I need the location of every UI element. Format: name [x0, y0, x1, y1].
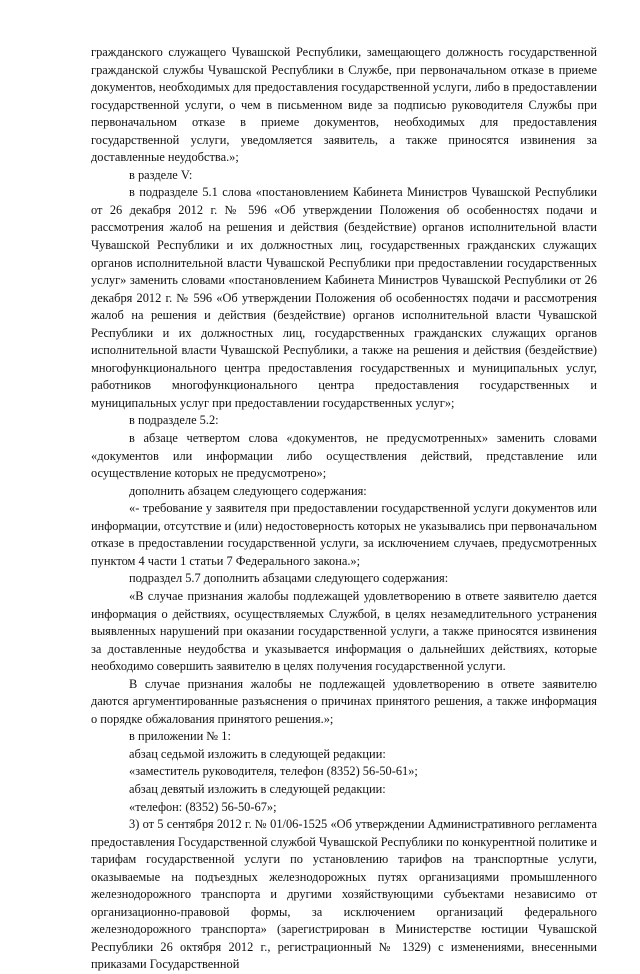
paragraph-14: абзац девятый изложить в следующей редакции:	[129, 781, 386, 796]
paragraph-8: подраздел 5.7 дополнить абзацами следующего содержания:	[129, 571, 449, 586]
paragraph-13: «заместитель руководителя, телефон (8352) 56-50-61»;	[129, 764, 418, 779]
paragraph-12: абзац седьмой изложить в следующей редакции:	[129, 746, 386, 761]
paragraph-7: «- требование у заявителя при предоставлении государственной услуги документов или информации, отсутствие и (или) недостоверность которых не указывались при первоначальном отказе в предоставлении государственной услуги, за исключением случаев, предусмотренных пунктом 4 части 1 статьи 7 Федерального закона.»;	[91, 501, 597, 568]
document-page	[91, 44, 597, 974]
paragraph-15: «телефон: (8352) 56-50-67»;	[129, 799, 277, 814]
paragraph-1: гражданского служащего Чувашской Республики, замещающего должность государственной гражданской службы Чувашской Республики в Службе, при первоначальном отказе в приеме документов, необходимых для предоставления государственной услуги, либо в предоставлении государственной услуги, о чем в письменном виде за подписью руководителя Службы при первоначальном отказе в приеме документов, необходимых для предоставления государственной услуги, уведомляется заявитель, а также приносятся извинения за доставленные неудобства.»;	[91, 45, 597, 165]
paragraph-2: в разделе V:	[129, 167, 193, 182]
paragraph-11: в приложении № 1:	[129, 729, 231, 744]
paragraph-5: в абзаце четвертом слова «документов, не предусмотренных» заменить словами «документов или информации либо осуществления действий, представление или осуществление которых не предусмотрено»;	[91, 431, 597, 481]
paragraph-9: «В случае признания жалобы подлежащей удовлетворению в ответе заявителю дается информация о действиях, осуществляемых Службой, в целях незамедлительного устранения выявленных нарушений при оказании государственной услуги, а также приносятся извинения за доставленные неудобства и указывается информация о дальнейших действиях, которые необходимо совершить заявителю в целях получения государственной услуги.	[91, 588, 597, 674]
paragraph-4: в подразделе 5.2:	[129, 413, 219, 428]
paragraph-6: дополнить абзацем следующего содержания:	[129, 483, 367, 498]
paragraph-3: в подразделе 5.1 слова «постановлением Кабинета Министров Чувашской Республики от 26 декабря 2012 г. № 596 «Об утверждении Положения об особенностях подачи и рассмотрения жалоб на решения и действия (бездействие) органов исполнительной власти Чувашской Республики и их должностных лиц, государственных гражданских служащих органов исполнительной власти Чувашской Республики при предоставлении государственных услуг» заменить словами «постановлением Кабинета Министров Чувашской Республики от 26 декабря 2012 г. № 596 «Об утверждении Положения об особенностях подачи и рассмотрения жалоб на решения и действия (бездействие) органов исполнительной власти Чувашской Республики и их должностных лиц, государственных гражданских служащих органов исполнительной власти Чувашской Республики, а также на решения и действия (бездействие) многофункционального центра предоставления государственных и муниципальных услуг, работников многофункционального центра предоставления государственных и муниципальных услуг при предоставлении государственных услуг»;	[91, 185, 597, 410]
paragraph-16: 3) от 5 сентября 2012 г. № 01/06-1525 «Об утверждении Административного регламента предоставления Государственной службой Чувашской Республики по конкурентной политике и тарифам государственной услуги по установлению тарифов на транспортные услуги, оказываемые на подъездных железнодорожных путях организациями промышленного железнодорожного транспорта и другими хозяйствующими субъектами независимо от организационно-правовой формы, за исключением организаций федерального железнодорожного транспорта» (зарегистрирован в Министерстве юстиции Чувашской Республики 26 октября 2012 г., регистрационный № 1329) с изменениями, внесенными приказами Государственной	[91, 817, 597, 972]
paragraph-10: В случае признания жалобы не подлежащей удовлетворению в ответе заявителю даются аргументированные разъяснения о причинах принятого решения, а также информация о порядке обжалования принятого решения.»;	[91, 676, 597, 726]
